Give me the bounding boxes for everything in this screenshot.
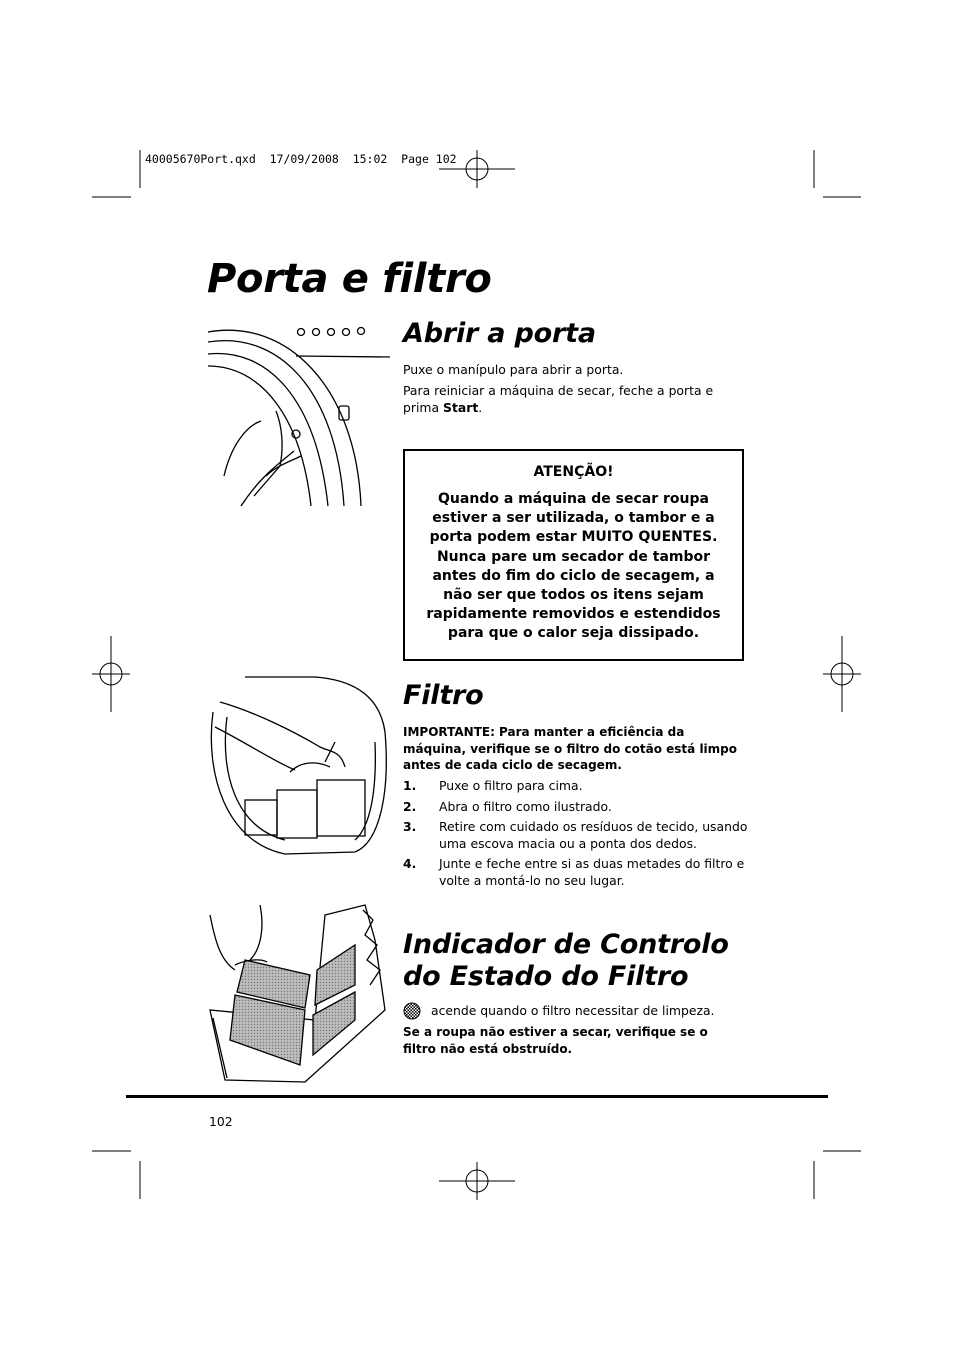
- filter-heading: Filtro: [403, 680, 484, 711]
- filter-steps: [403, 778, 748, 893]
- filter-indicator-icon: [403, 1002, 421, 1020]
- door-heading: Abrir a porta: [403, 318, 596, 349]
- indicator-heading: Indicador de Controlo do Estado do Filtro: [403, 929, 729, 992]
- list-item: 4. Junte e feche entre si as duas metades do filtro e volte a montá-lo no seu lugar.: [403, 856, 745, 888]
- file-slug: 40005670Port.qxd 17/09/2008 15:02 Page 102: [145, 152, 457, 166]
- indicator-description: acende quando o filtro necessitar de limpeza.: [431, 1003, 715, 1018]
- door-restart-note: Para reiniciar a máquina de secar, feche a porta e prima Start.: [403, 383, 714, 415]
- warning-title: ATENÇÃO!: [533, 464, 614, 480]
- list-item: 2. Abra o filtro como ilustrado.: [403, 798, 612, 814]
- filter-removal-illustration: [205, 672, 390, 857]
- indicator-check-note: Se a roupa não estiver a secar, verifique se o filtro não está obstruído.: [403, 1025, 708, 1056]
- filter-important-note: IMPORTANTE: Para manter a eficiência da máquina, verifique se o filtro do cotão está limpo antes de cada ciclo de secagem.: [403, 725, 738, 772]
- door-opening-illustration: [206, 326, 391, 506]
- page-title: Porta e filtro: [207, 256, 492, 302]
- warning-body: Quando a máquina de secar roupa estiver a ser utilizada, o tambor e a porta podem estar MUITO QUENTES. Nunca pare um secador de tambor antes do fim do ciclo de secagem, a não ser que todos os itens sejam rapidamente removidos e estendidos para que o calor seja dissipado.: [426, 491, 721, 642]
- warning-box: [403, 449, 744, 661]
- door-instruction: Puxe o manípulo para abrir a porta.: [403, 362, 624, 377]
- list-item: 1. Puxe o filtro para cima.: [403, 778, 583, 793]
- page-number: 102: [209, 1114, 233, 1129]
- filter-cleaning-illustration: [205, 900, 390, 1085]
- start-label: Start: [443, 399, 479, 415]
- footer-rule: [126, 1095, 828, 1098]
- list-item: 3. Retire com cuidado os resíduos de tecido, usando uma escova macia ou a ponta dos dedos.: [403, 819, 748, 851]
